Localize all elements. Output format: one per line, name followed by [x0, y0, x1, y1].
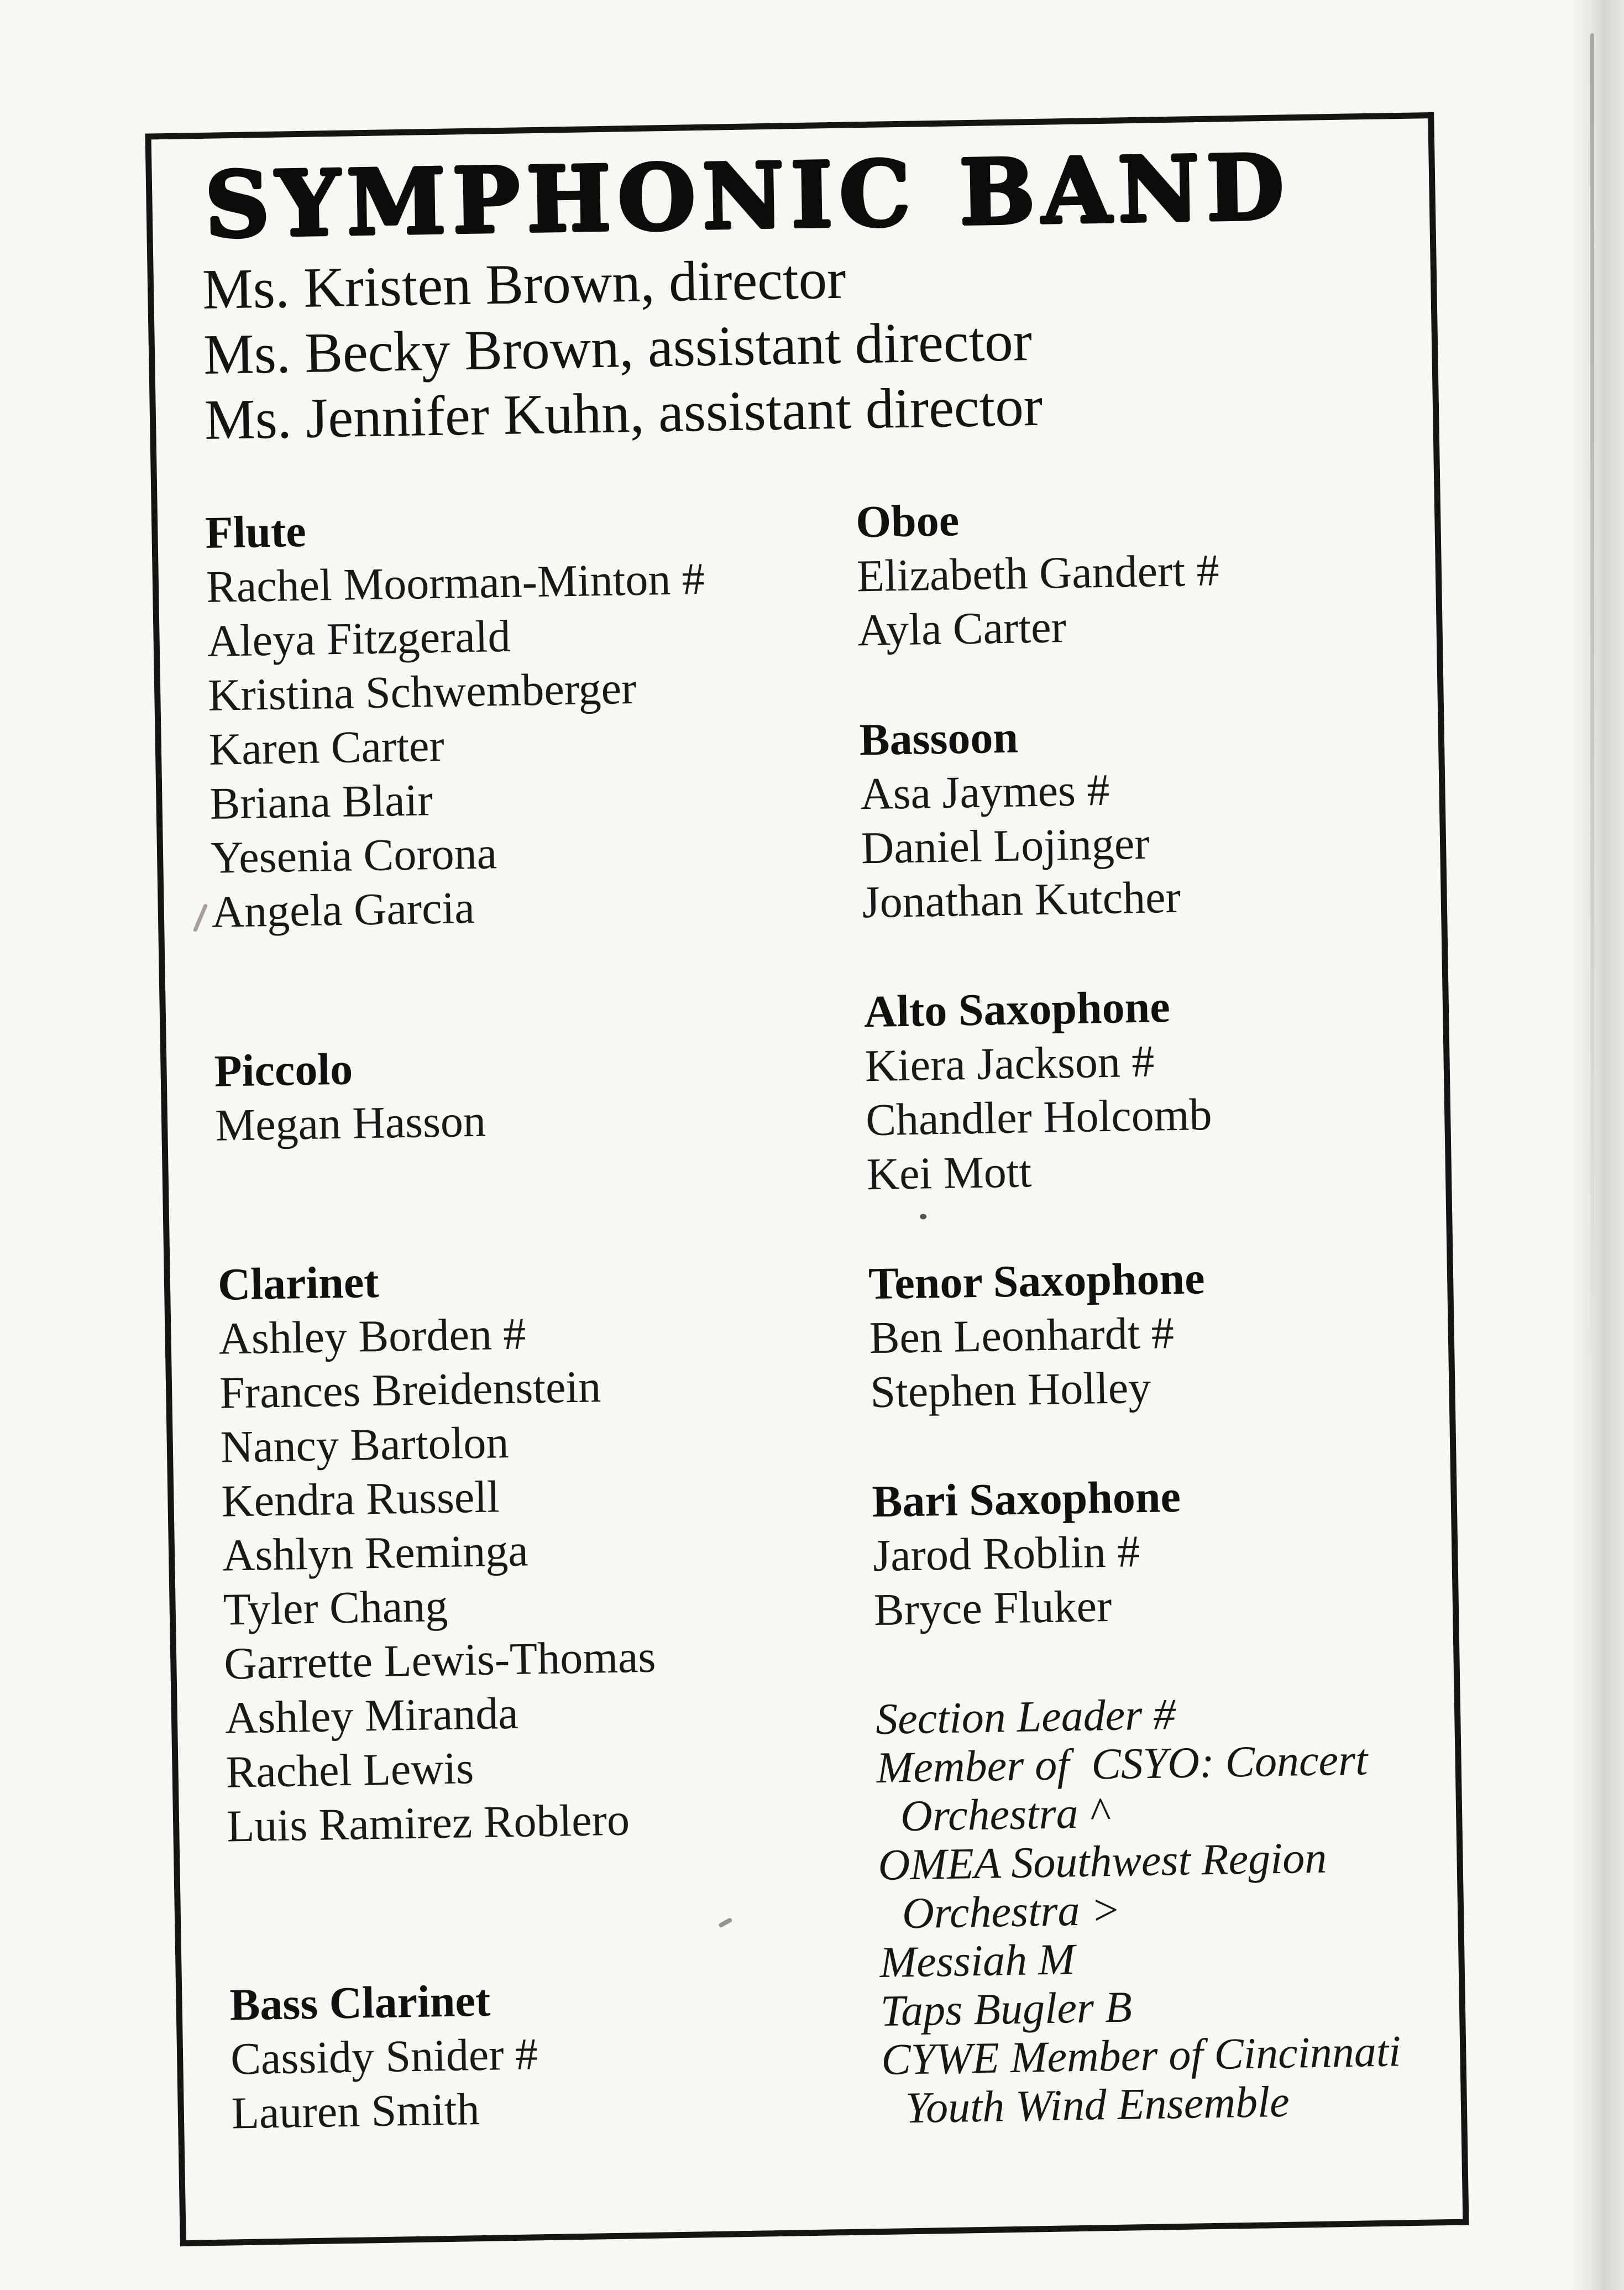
instrument-heading: Oboe: [855, 495, 960, 547]
instrument-section: [872, 1465, 1460, 1638]
member-name: Aleya Fitzgerald: [206, 610, 511, 666]
member-name: Rachel Lewis: [225, 1743, 474, 1797]
member-name: Angela Garcia: [211, 882, 475, 937]
instrument-section: [855, 485, 1444, 658]
member-name: Yesenia Corona: [210, 828, 497, 883]
instrument-section: [217, 1247, 868, 1853]
director-line: Ms. Kristen Brown, director: [202, 247, 847, 321]
member-name: Cassidy Snider #: [230, 2028, 538, 2084]
member-name: Garrette Lewis-Thomas: [223, 1631, 656, 1689]
member-name: Kei Mott: [866, 1146, 1032, 1200]
member-name: Rachel Moorman-Minton #: [206, 553, 705, 612]
program-border-frame: [145, 112, 1469, 2246]
roster-column-right: [855, 485, 1468, 2133]
instrument-heading: Bass Clarinet: [229, 1975, 491, 2030]
legend-line: CYWE Member of Cincinnati: [881, 2027, 1401, 2084]
instrument-heading: Flute: [205, 505, 307, 558]
page-title: SYMPHONIC BAND: [204, 135, 1292, 258]
member-name: Ben Leonhardt #: [869, 1308, 1175, 1363]
roster-column-left: [205, 495, 873, 2141]
member-name: Frances Breidenstein: [219, 1361, 601, 1418]
instrument-section: [214, 1034, 857, 1153]
instrument-section: [229, 1967, 873, 2140]
legend-line: Section Leader #: [875, 1690, 1176, 1744]
member-name: Karen Carter: [208, 720, 445, 775]
member-name: Nancy Bartolon: [220, 1417, 510, 1472]
instrument-heading: Tenor Saxophone: [868, 1253, 1206, 1309]
member-name: Elizabeth Gandert #: [856, 545, 1220, 602]
member-name: Bryce Fluker: [873, 1580, 1113, 1635]
legend-line: Youth Wind Ensemble: [905, 2077, 1290, 2133]
member-name: Kiera Jackson #: [864, 1036, 1155, 1091]
director-line: Ms. Jennifer Kuhn, assistant director: [204, 374, 1043, 452]
member-name: Stephen Holley: [869, 1362, 1151, 1418]
member-name: Daniel Lojinger: [861, 818, 1150, 874]
instrument-heading: Alto Saxophone: [863, 981, 1171, 1037]
member-name: Kendra Russell: [221, 1471, 500, 1526]
legend-notes: [875, 1686, 1468, 2133]
instrument-heading: Piccolo: [213, 1043, 353, 1096]
page-edge-streak: [1590, 33, 1594, 1388]
member-name: Megan Hasson: [214, 1095, 486, 1151]
instrument-section: [863, 975, 1453, 1202]
legend-line: Messiah M: [879, 1935, 1076, 1988]
member-name: Chandler Holcomb: [865, 1089, 1213, 1146]
director-line: Ms. Becky Brown, assistant director: [203, 310, 1033, 386]
member-name: Jarod Roblin #: [872, 1526, 1140, 1581]
instrument-section: [859, 703, 1448, 930]
legend-line: Orchestra >: [902, 1885, 1122, 1938]
legend-line: Orchestra ^: [900, 1789, 1109, 1841]
instrument-section: [205, 495, 853, 939]
member-name: Jonathan Kutcher: [861, 871, 1181, 928]
pencil-check-mark: [193, 903, 208, 932]
instrument-section: [868, 1247, 1457, 1420]
member-name: Lauren Smith: [231, 2084, 480, 2139]
legend-line: OMEA Southwest Region: [877, 1833, 1327, 1890]
instrument-heading: Clarinet: [217, 1256, 380, 1310]
legend-line: Taps Bugler B: [880, 1983, 1133, 2036]
member-name: Luis Ramirez Roblero: [226, 1794, 630, 1852]
page-edge-shadow: [1571, 0, 1624, 2290]
member-name: Ashlyn Reminga: [222, 1525, 529, 1581]
instrument-heading: Bari Saxophone: [871, 1471, 1181, 1527]
member-name: Kristina Schwemberger: [207, 663, 637, 720]
member-name: Asa Jaymes #: [860, 764, 1110, 819]
member-name: Briana Blair: [209, 775, 433, 829]
member-name: Ayla Carter: [857, 602, 1067, 656]
legend-line: Member of CSYO: Concert: [876, 1735, 1369, 1793]
member-name: Ashley Miranda: [224, 1687, 519, 1743]
directors-list: [202, 243, 1043, 453]
instrument-heading: Bassoon: [859, 712, 1019, 765]
member-name: Tyler Chang: [223, 1580, 448, 1635]
member-name: Ashley Borden #: [218, 1308, 527, 1364]
